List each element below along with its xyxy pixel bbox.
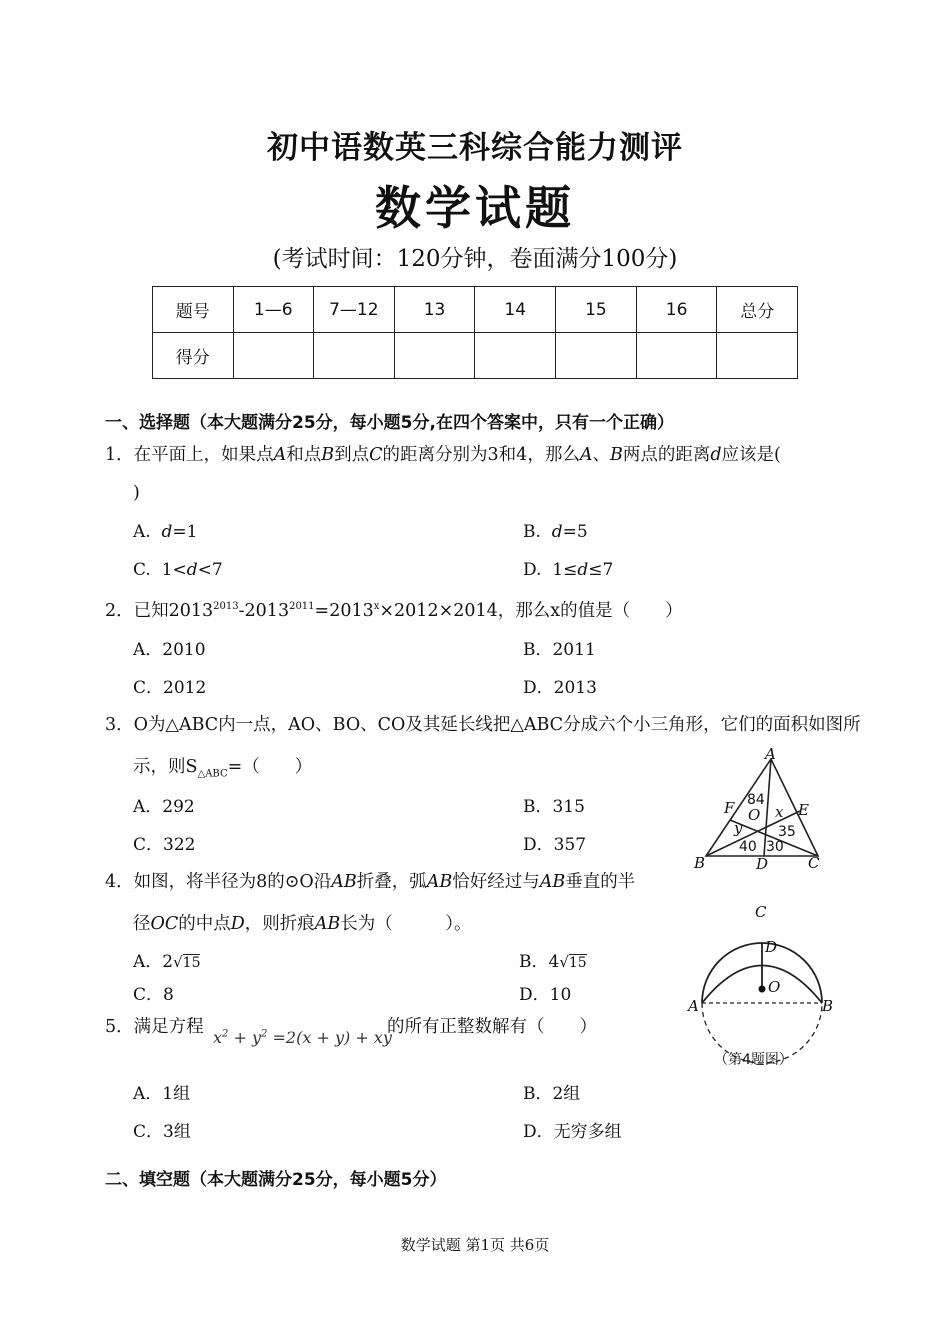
q4-var: OC: [150, 914, 179, 934]
eq-exponent: 2: [222, 1028, 229, 1040]
q1-option-d[interactable]: [523, 560, 613, 580]
radicand: 15: [568, 955, 587, 971]
q2-exponent: 2011: [289, 601, 315, 613]
q4-text-part: 径: [133, 914, 151, 934]
option-label: D.: [523, 560, 542, 580]
q4-option-a[interactable]: A．2√15: [133, 952, 201, 972]
eq-rest: =2(x + y) + xy: [272, 1028, 392, 1047]
q1-text-part: 1．在平面上，如果点: [105, 445, 274, 465]
score-cell: 总分: [717, 287, 798, 333]
q1-var: B: [609, 445, 623, 465]
q4-text-line2: [133, 910, 472, 935]
q3-text-line2: [133, 753, 312, 780]
q5-option-b[interactable]: B．2组: [523, 1084, 581, 1104]
q1-text-part: 两点的距离: [622, 445, 711, 465]
option-var: d: [577, 560, 589, 580]
q1-text-part: 应该是(: [721, 445, 781, 465]
q2-option-d[interactable]: D．2013: [523, 678, 597, 698]
section2-heading: 二、填空题（本大题满分25分，每小题5分）: [105, 1170, 447, 1190]
option-text: ≤7: [588, 560, 614, 580]
eq-exponent: 2: [261, 1028, 268, 1040]
q4-text-part: 的中点: [178, 914, 231, 934]
q1-var: C: [369, 445, 383, 465]
score-cell: 16: [636, 287, 717, 333]
label-o: O: [768, 978, 781, 996]
q1-text: [105, 441, 781, 466]
q4-text-part: ，则折痕: [244, 914, 315, 934]
q5-label: 5．满足方程: [105, 1017, 204, 1037]
score-cell: 15: [556, 287, 637, 333]
score-blank: [717, 333, 798, 379]
radicand: 15: [182, 955, 201, 971]
q5-option-d[interactable]: D．无穷多组: [523, 1122, 622, 1142]
q2-exponent: 2013: [213, 601, 239, 613]
score-blank: [636, 333, 717, 379]
score-cell: 14: [475, 287, 556, 333]
page-footer: 数学试题 第1页 共6页: [400, 1236, 550, 1254]
triangle-figure: [690, 745, 830, 875]
q2-text-part: ×2012×2014，那么x的值是（ ）: [379, 601, 683, 621]
option-label: A.: [133, 522, 151, 542]
area-84: 84: [747, 792, 765, 808]
q1-var: A: [273, 445, 287, 465]
score-cell: 7—12: [314, 287, 395, 333]
label-d: D: [756, 855, 769, 873]
area-30: 30: [766, 839, 784, 855]
label-f: F: [724, 799, 735, 817]
label-a: A: [765, 745, 776, 763]
q4-text-part: 长为（ ）。: [340, 914, 472, 934]
q1-var: A: [579, 445, 593, 465]
label-x: x: [775, 803, 784, 821]
score-blank: [314, 333, 395, 379]
q4-text: [105, 868, 635, 893]
q1-text-part: 到点: [334, 445, 370, 465]
q5-text: 的所有正整数解有（ ）: [387, 1017, 597, 1037]
score-table: [152, 286, 798, 379]
exam-info: (考试时间：120分钟，卷面满分100分): [272, 246, 678, 272]
score-cell: 13: [394, 287, 475, 333]
q4-var: AB: [539, 872, 566, 892]
score-blank: [556, 333, 637, 379]
q4-text-part: 恰好经过与: [452, 872, 540, 892]
eq-op: +: [233, 1028, 247, 1047]
q3-option-a[interactable]: A．292: [133, 797, 195, 817]
area-35: 35: [778, 824, 796, 840]
figure-caption: （第4题图）: [714, 1052, 793, 1068]
option-text: 1<: [161, 560, 187, 580]
q3-subscript: △ABC: [197, 768, 228, 780]
area-40: 40: [739, 839, 757, 855]
q4-text-part: 垂直的半: [565, 872, 636, 892]
q2-option-b[interactable]: B．2011: [523, 640, 596, 660]
option-var: d: [551, 522, 563, 542]
q4-var: AB: [314, 914, 341, 934]
label-o: O: [748, 806, 761, 824]
q3-text: 3．O为△ABC内一点，AO、BO、CO及其延长线把△ABC分成六个小三角形，它们的面积如图所: [105, 715, 861, 735]
score-blank: [233, 333, 314, 379]
label-d: D: [765, 938, 778, 956]
score-row-label: 得分: [153, 333, 234, 379]
label-b: B: [694, 854, 706, 872]
q1-option-c[interactable]: [133, 560, 223, 580]
q1-text-line2: ): [133, 483, 140, 503]
label-e: E: [798, 801, 809, 819]
label-c: C: [755, 903, 767, 921]
circle-figure: [680, 898, 850, 1074]
q4-var: D: [230, 914, 245, 934]
q5-option-a[interactable]: A．1组: [133, 1084, 191, 1104]
q2-text-part: 2．已知2013: [105, 601, 214, 621]
q1-text-part: 和点: [286, 445, 322, 465]
score-table-header-row: [153, 287, 798, 333]
q2-option-a[interactable]: A．2010: [133, 640, 206, 660]
q3-option-c[interactable]: C．322: [133, 835, 196, 855]
q1-text-part: 、: [592, 445, 610, 465]
q2-exponent: x: [373, 601, 380, 613]
q2-option-c[interactable]: C．2012: [133, 678, 207, 698]
q4-text-part: 折叠，弧: [356, 872, 427, 892]
option-text: B．4: [519, 952, 560, 972]
option-label: C.: [133, 560, 151, 580]
subject-title: 数学试题: [375, 181, 575, 235]
option-text: =1: [172, 522, 198, 542]
score-cell: 题号: [153, 287, 234, 333]
q3-option-d[interactable]: D．357: [523, 835, 587, 855]
eq-var: x: [213, 1028, 223, 1047]
q1-option-b[interactable]: [523, 522, 588, 542]
q4-var: AB: [331, 872, 357, 892]
q5-equation: [213, 1028, 392, 1047]
option-text: 1≤: [552, 560, 578, 580]
option-var: d: [186, 560, 198, 580]
label-a: A: [688, 997, 699, 1015]
label-b: B: [822, 997, 834, 1015]
q2-text-part: -2013: [238, 601, 290, 621]
option-label: B.: [523, 522, 541, 542]
q3-text-part: =（ ）: [227, 757, 313, 777]
score-blank: [394, 333, 475, 379]
q4-option-c[interactable]: C．8: [133, 985, 174, 1005]
option-var: d: [161, 522, 173, 542]
score-cell: 1—6: [233, 287, 314, 333]
q1-text-part: 的距离分别为3和4，那么: [382, 445, 580, 465]
q4-option-b[interactable]: B．4√15: [519, 952, 587, 972]
option-text: =5: [562, 522, 588, 542]
option-text: <7: [197, 560, 223, 580]
q1-var: B: [321, 445, 335, 465]
q4-text-part: 4．如图，将半径为8的⊙O沿: [105, 872, 332, 892]
score-blank: [475, 333, 556, 379]
q1-var: d: [710, 445, 722, 465]
q3-option-b[interactable]: B．315: [523, 797, 585, 817]
center-point: [759, 986, 766, 993]
q5-option-c[interactable]: C．3组: [133, 1122, 191, 1142]
label-c: C: [808, 854, 820, 872]
option-text: A．2: [133, 952, 174, 972]
exam-title: 初中语数英三科综合能力测评: [267, 130, 683, 166]
q2-text: [105, 597, 683, 622]
q2-text-part: =2013: [314, 601, 374, 621]
q3-text-part: 示，则S: [133, 757, 198, 777]
eq-var: y: [252, 1028, 262, 1047]
q4-var: AB: [426, 872, 453, 892]
q4-option-d[interactable]: D．10: [519, 985, 572, 1005]
label-y: y: [734, 819, 743, 837]
score-table-score-row: [153, 333, 798, 379]
section1-heading: 一、选择题（本大题满分25分，每小题5分,在四个答案中，只有一个正确）: [105, 413, 674, 433]
q1-option-a[interactable]: [133, 522, 197, 542]
